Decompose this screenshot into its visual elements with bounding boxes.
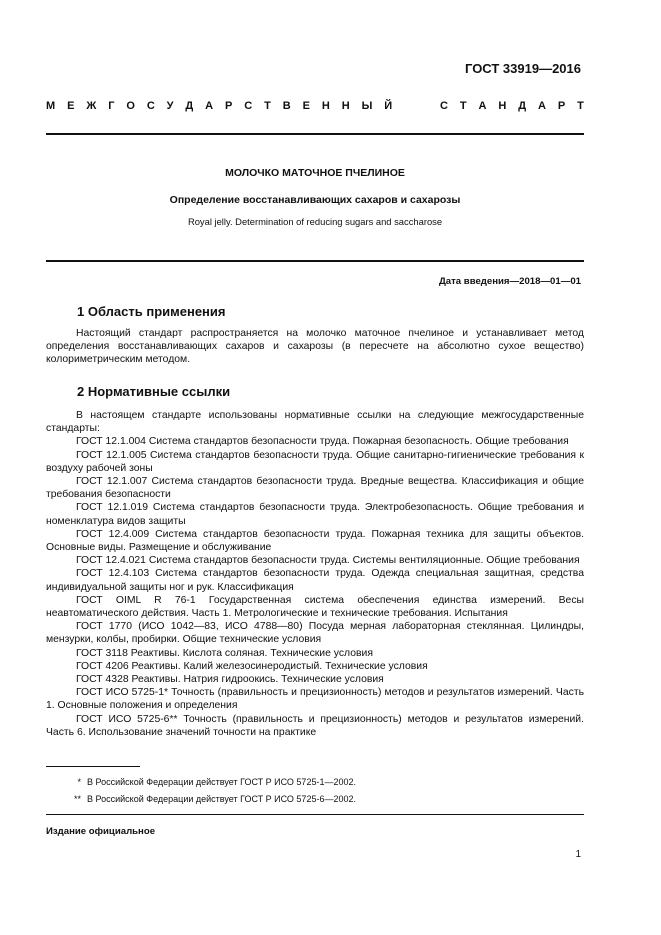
section-1-heading: 1 Область применения	[77, 304, 226, 319]
reference-item: ГОСТ 12.1.005 Система стандартов безопасности труда. Общие санитарно-гигиенические требования к воздуху рабочей зоны	[46, 449, 584, 474]
footnote-mark: *	[77, 777, 81, 787]
banner-letter: Н	[321, 100, 330, 112]
banner-letter: Д	[185, 100, 194, 112]
reference-item: ГОСТ 12.1.004 Система стандартов безопасности труда. Пожарная безопасность. Общие требования	[76, 436, 569, 448]
section-2-body	[46, 409, 584, 739]
footnote-mark: **	[73, 794, 81, 804]
banner-letter: У	[166, 100, 174, 112]
banner-letter: Е	[67, 100, 75, 112]
document-title: МОЛОЧКО МАТОЧНОЕ ПЧЕЛИНОЕ	[225, 167, 405, 179]
section-2-heading: 2 Нормативные ссылки	[77, 384, 231, 399]
footnote-1	[46, 777, 356, 787]
banner-letter: В	[282, 100, 291, 112]
banner-letter: Р	[225, 100, 233, 112]
footnote-2	[46, 794, 356, 804]
banner-letter: А	[205, 100, 214, 112]
page-number: 1	[575, 849, 581, 860]
footnote-rule	[46, 766, 140, 767]
reference-item: ГОСТ ИСО 5725-6** Точность (правильность и прецизионность) методов и результатов измерений. Часть 6. Использование значений точности на практике	[46, 713, 584, 738]
edition-label: Издание официальное	[46, 826, 156, 837]
reference-item: ГОСТ 12.4.009 Система стандартов безопасности труда. Пожарная техника для защиты объектов. Основные виды. Размещение и обслуживание	[46, 528, 584, 554]
document-subtitle: Определение восстанавливающих сахаров и сахарозы	[169, 194, 461, 206]
banner-letter: Т	[264, 100, 271, 112]
banner-letter: А	[478, 100, 487, 112]
reference-item: ГОСТ 12.1.007 Система стандартов безопасности труда. Вредные вещества. Классификация и общие требования безопасности	[46, 476, 584, 501]
reference-item: ГОСТ 1770 (ИСО 1042—83, ИСО 4788—80) Посуда мерная лабораторная стеклянная. Цилиндры, мензурки, колбы, пробирки. Общие технические условия	[46, 621, 584, 646]
banner-letter: Ж	[86, 100, 97, 112]
banner-letter: Е	[302, 100, 310, 112]
banner-letter: Т	[577, 100, 584, 112]
banner-gap	[404, 100, 428, 112]
footnote-text: В Российской Федерации действует ГОСТ Р ИСО 5725-6—2002.	[87, 794, 356, 804]
section-1-text: Настоящий стандарт распространяется на молочко маточное пчелиное и устанавливает метод определения восстанавливающих сахаров и сахарозы (в пересчете на абсолютно сухое вещество) колориметрическим методом.	[46, 328, 584, 366]
banner-letter: Й	[384, 100, 393, 112]
reference-item: ГОСТ OIML R 76-1 Государственная система обеспечения единства измерений. Весы неавтоматического действия. Часть 1. Метрологические и технические требования. Испытания	[46, 594, 584, 620]
banner-letter: Т	[459, 100, 467, 112]
introduction-date: Дата введения—2018—01—01	[438, 276, 581, 287]
banner-letter: С	[440, 100, 448, 112]
document-english-title: Royal jelly. Determination of reducing sugars and saccharose	[187, 216, 443, 227]
banner-letter: С	[146, 100, 155, 112]
bottom-rule	[46, 814, 584, 815]
banner-letter: О	[126, 100, 135, 112]
banner-letter: С	[244, 100, 253, 112]
banner-letter: М	[46, 100, 56, 112]
banner-letter: Н	[498, 100, 507, 112]
banner-letter: Ы	[361, 100, 373, 112]
reference-item: ГОСТ 4206 Реактивы. Калий железосинеродистый. Технические условия	[76, 660, 428, 672]
document-code: ГОСТ 33919—2016	[465, 61, 581, 76]
interstate-standard-banner	[46, 100, 584, 112]
reference-item: ГОСТ 12.4.021 Система стандартов безопасности труда. Системы вентиляционные. Общие требования	[76, 555, 580, 567]
reference-item: ГОСТ 4328 Реактивы. Натрия гидроокись. Технические условия	[76, 674, 384, 686]
banner-letter: Д	[518, 100, 527, 112]
section-2-paragraph: В настоящем стандарте использованы нормативные ссылки на следующие межгосударственные стандарты:	[46, 410, 584, 435]
reference-item: ГОСТ 12.1.019 Система стандартов безопасности труда. Электробезопасность. Общие требования и номенклатура видов защиты	[46, 502, 584, 527]
banner-letter: Г	[108, 100, 115, 112]
banner-letter: А	[537, 100, 546, 112]
banner-letter: Н	[341, 100, 350, 112]
reference-item: ГОСТ 3118 Реактивы. Кислота соляная. Технические условия	[76, 647, 373, 659]
banner-letter: Р	[557, 100, 566, 112]
section-1-body	[46, 327, 584, 367]
footnote-text: В Российской Федерации действует ГОСТ Р ИСО 5725-1—2002.	[87, 777, 356, 787]
reference-item: ГОСТ 12.4.103 Система стандартов безопасности труда. Одежда специальная защитная, средства индивидуальной защиты ног и рук. Классификация	[46, 568, 584, 593]
title-rule	[46, 260, 584, 262]
header-rule	[46, 133, 584, 135]
reference-item: ГОСТ ИСО 5725-1* Точность (правильность и прецизионность) методов и результатов измерений. Часть 1. Основные положения и определения	[46, 687, 584, 712]
